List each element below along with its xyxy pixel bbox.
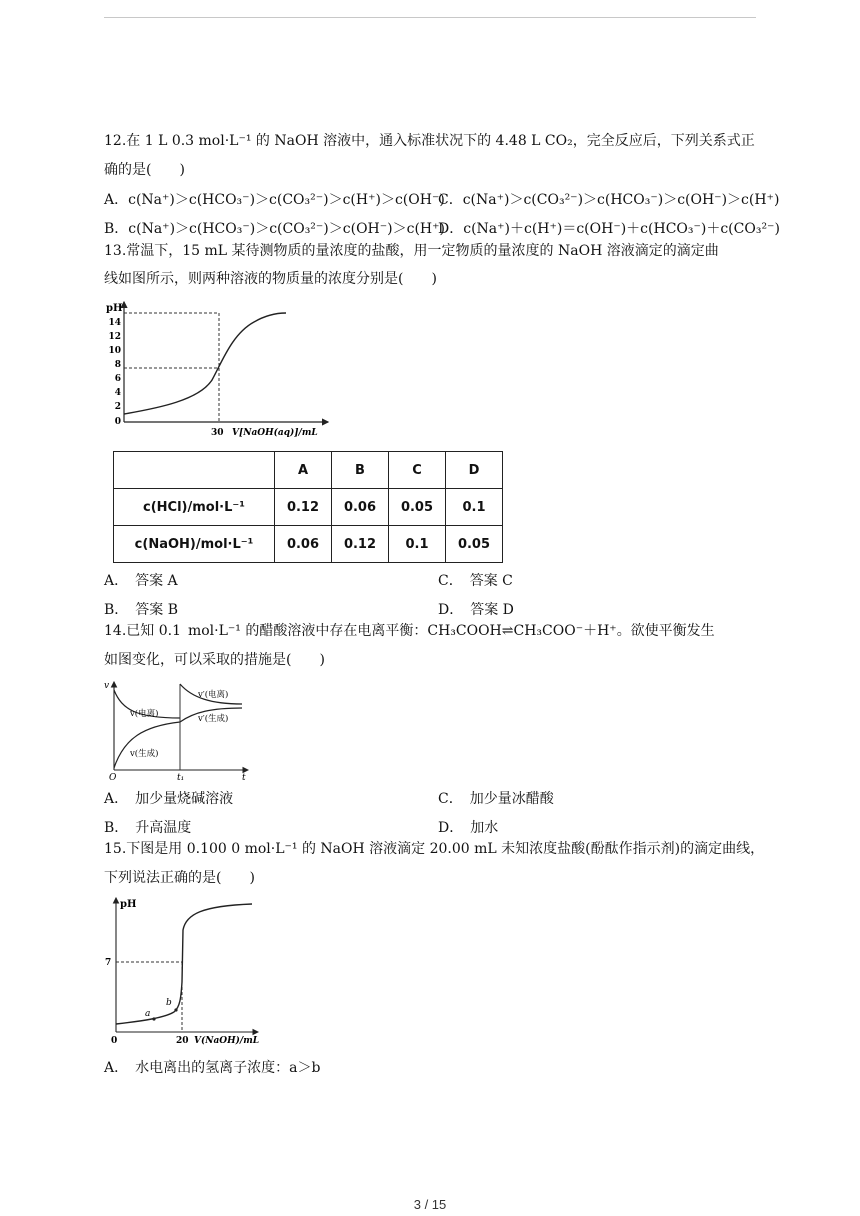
- table-cell: c(HCl)/mol·L⁻¹: [114, 489, 275, 526]
- table-row: [114, 452, 503, 489]
- table-cell: 0.1: [446, 489, 503, 526]
- page-number: 3 / 15: [413, 1197, 447, 1212]
- q15-xtick-20: 20: [176, 1036, 189, 1046]
- q15-point-b: [174, 1008, 177, 1011]
- q13-ytick: 14: [108, 318, 121, 328]
- header-rule: [104, 17, 756, 18]
- q15-label-a: a: [145, 1009, 151, 1019]
- q14-option-d[interactable]: D． 加水: [438, 820, 499, 836]
- q13-ytick: 4: [114, 388, 121, 398]
- table-header-cell: [114, 452, 275, 489]
- q13-xtick: 30: [211, 428, 224, 438]
- q15-stem-line1: 15.下图是用 0.100 0 mol·L⁻¹ 的 NaOH 溶液滴定 20.00 mL 未知浓度盐酸(酚酞作指示剂)的滴定曲线，: [104, 841, 765, 857]
- table-header-cell: A: [275, 452, 332, 489]
- table-cell: 0.06: [332, 489, 389, 526]
- q15-curve: [116, 904, 252, 1024]
- table-header-cell: B: [332, 452, 389, 489]
- q15-titration-graph: [102, 894, 262, 1052]
- q13-answer-table: [113, 451, 503, 563]
- q15-stem-line2: 下列说法正确的是( ): [104, 870, 255, 886]
- q13-option-b[interactable]: B． 答案 B: [104, 602, 179, 618]
- table-cell: 0.1: [389, 526, 446, 563]
- q15-label-b: b: [166, 998, 172, 1008]
- q12-stem-line2: 确的是( ): [104, 162, 185, 178]
- table-header-cell: C: [389, 452, 446, 489]
- table-cell: 0.12: [332, 526, 389, 563]
- q14-label-new-formation: v′(生成): [198, 714, 229, 724]
- q13-ytick: 8: [114, 360, 121, 370]
- q13-ytick: 10: [108, 346, 121, 356]
- q13-x-label: V[NaOH(aq)]/mL: [232, 428, 318, 438]
- q13-stem-line2: 线如图所示，则两种溶液的物质量的浓度分别是( ): [104, 271, 437, 287]
- q13-option-a[interactable]: A． 答案 A: [104, 573, 178, 589]
- q14-option-b[interactable]: B． 升高温度: [104, 820, 192, 836]
- q15-ytick-7: 7: [105, 958, 112, 968]
- q15-option-a[interactable]: A． 水电离出的氢离子浓度：a＞b: [104, 1060, 321, 1076]
- q13-curve: [124, 313, 286, 414]
- q13-stem-line1: 13.常温下，15 mL 某待测物质的量浓度的盐酸，用一定物质的量浓度的 NaOH 溶液滴定的滴定曲: [104, 243, 719, 259]
- q13-ytick: 12: [108, 332, 121, 342]
- q13-option-d[interactable]: D． 答案 D: [438, 602, 514, 618]
- q13-ytick: 0: [114, 417, 121, 427]
- q14-label-ionization: v(电离): [130, 709, 159, 719]
- q14-rate-graph: [102, 676, 252, 786]
- q13-option-c[interactable]: C． 答案 C: [438, 573, 513, 589]
- q12-option-d[interactable]: D．c(Na⁺)＋c(H⁺)＝c(OH⁻)＋c(HCO₃⁻)＋c(CO₃²⁻): [438, 221, 780, 237]
- q12-option-a[interactable]: A．c(Na⁺)＞c(HCO₃⁻)＞c(CO₃²⁻)＞c(H⁺)＞c(OH⁻): [104, 192, 445, 208]
- table-cell: 0.06: [275, 526, 332, 563]
- q13-ytick: 2: [114, 402, 121, 412]
- q15-y-label: pH: [120, 899, 137, 910]
- q14-stem-line2: 如图变化，可以采取的措施是( ): [104, 652, 325, 668]
- q12-stem-line1: 12.在 1 L 0.3 mol·L⁻¹ 的 NaOH 溶液中，通入标准状况下的 4.48 L CO₂，完全反应后，下列关系式正: [104, 133, 755, 149]
- q14-label-formation: v(生成): [130, 749, 159, 759]
- q14-option-a[interactable]: A． 加少量烧碱溶液: [104, 791, 234, 807]
- q14-t-label: t: [242, 773, 246, 782]
- q14-option-c[interactable]: C． 加少量冰醋酸: [438, 791, 554, 807]
- q12-option-c[interactable]: C．c(Na⁺)＞c(CO₃²⁻)＞c(HCO₃⁻)＞c(OH⁻)＞c(H⁺): [438, 192, 780, 208]
- q12-option-b[interactable]: B．c(Na⁺)＞c(HCO₃⁻)＞c(CO₃²⁻)＞c(OH⁻)＞c(H⁺): [104, 221, 445, 237]
- table-cell: 0.05: [389, 489, 446, 526]
- table-header-cell: D: [446, 452, 503, 489]
- q14-origin: O: [109, 773, 117, 782]
- table-cell: c(NaOH)/mol·L⁻¹: [114, 526, 275, 563]
- q13-ytick: 6: [114, 374, 121, 384]
- q14-y-label: v: [104, 681, 110, 691]
- table-row: [114, 526, 503, 563]
- q13-y-label: pH: [106, 303, 123, 314]
- q14-stem-line1: 14.已知 0.1 mol·L⁻¹ 的醋酸溶液中存在电离平衡：CH₃COOH⇌CH₃COO⁻＋H⁺。欲使平衡发生: [104, 623, 715, 639]
- q14-formation-rate-curve: [114, 722, 180, 768]
- table-row: [114, 489, 503, 526]
- q15-origin: 0: [111, 1036, 118, 1046]
- q14-label-new-ionization: v′(电离): [198, 690, 229, 700]
- table-cell: 0.05: [446, 526, 503, 563]
- table-cell: 0.12: [275, 489, 332, 526]
- q15-point-a: [152, 1017, 155, 1020]
- q15-x-label: V(NaOH)/mL: [194, 1036, 260, 1046]
- q14-t1-tick: t₁: [177, 773, 185, 782]
- q13-titration-graph: [104, 298, 334, 444]
